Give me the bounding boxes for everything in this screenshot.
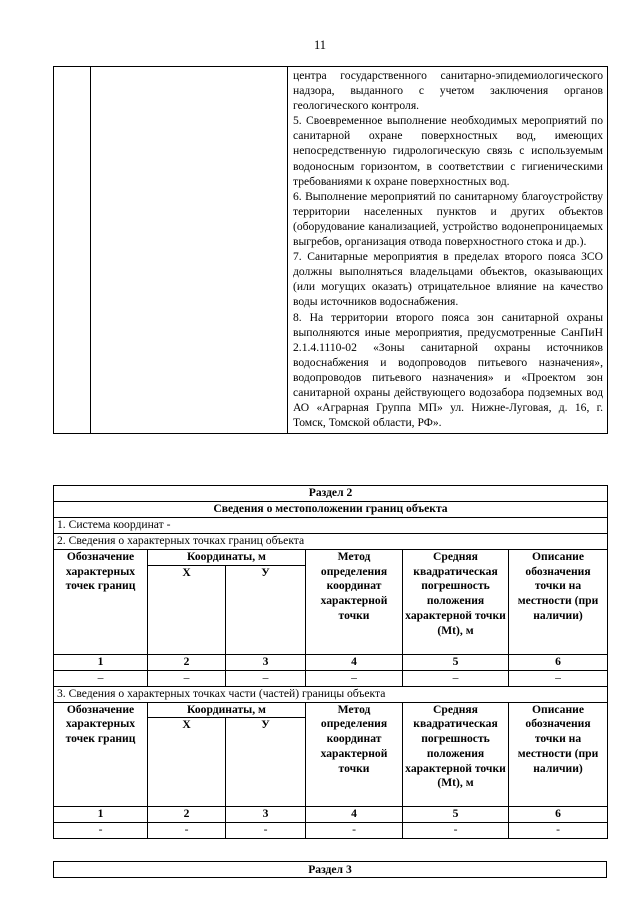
measures-text-cell	[288, 67, 608, 434]
column-number: 1	[54, 807, 148, 823]
header-description: Описание обозначения точки на местности (при наличии)	[509, 702, 608, 807]
measures-paragraph: 8. На территории второго пояса зон санитарной охраны выполняются иные мероприятия, предусмотренные СанПиН 2.1.4.1110-02 «Зоны санитарной охраны источников водоснабжения и водопроводов питьевого назначения», водопроводов питьевого назначения» и «Проектом зон санитарной охраны действующего водозабора подземных вод АО «Аграрная Группа МП» ул. Нижне-Луговая, д. 16, г. Томск, Томской области, РФ».	[293, 310, 603, 430]
column-number: 2	[148, 654, 226, 670]
table-cell: –	[148, 670, 226, 686]
column-number: 3	[226, 654, 306, 670]
column-number: 6	[509, 654, 608, 670]
empty-cell-name	[91, 67, 288, 434]
column-numbers-row	[54, 807, 608, 823]
header-designation: Обозначение характерных точек границ	[54, 550, 148, 655]
section3-table	[53, 861, 607, 878]
measures-paragraph: 5. Своевременное выполнение необходимых мероприятий по санитарной охране поверхностных вод, имеющих непосредственную гидрологическую связь с используемым водоносным горизонтом, в соответствии с гигиеническими требованиями к охране поверхностных вод.	[293, 114, 603, 188]
header-description: Описание обозначения точки на местности (при наличии)	[509, 550, 608, 655]
column-number: 4	[306, 807, 403, 823]
table-cell: -	[54, 823, 148, 839]
boundary-points-title: 2. Сведения о характерных точках границ объекта	[54, 534, 608, 550]
table-cell: –	[226, 670, 306, 686]
column-number: 5	[403, 807, 509, 823]
table-cell: –	[509, 670, 608, 686]
header-x: X	[148, 565, 226, 654]
section2-title: Раздел 2	[54, 486, 608, 502]
measures-paragraph: 6. Выполнение мероприятий по санитарному благоустройству территории населенных пунктов и других объектов (оборудование канализацией, устройство водонепроницаемых выгребов, организация отвода поверхностного стока и др.).	[293, 189, 603, 249]
column-number: 2	[148, 807, 226, 823]
header-coords: Координаты, м	[148, 702, 306, 718]
column-number: 4	[306, 654, 403, 670]
measures-paragraph: 7. Санитарные мероприятия в пределах второго пояса ЗСО должны выполняться владельцами объектов, оказывающих (или могущих оказать) отрицательное влияние на качество воды источников водоснабжения.	[293, 250, 603, 309]
table-cell: -	[148, 823, 226, 839]
section2-table	[53, 485, 608, 839]
header-method: Метод определения координат характерной точки	[306, 702, 403, 807]
header-error: Средняя квадратическая погрешность положения характерной точки (Mt), м	[403, 702, 509, 807]
header-x: X	[148, 718, 226, 807]
table-cell: -	[226, 823, 306, 839]
empty-cell-number	[54, 67, 91, 434]
page-number: 11	[313, 38, 327, 52]
part-boundary-points-title: 3. Сведения о характерных точках части (частей) границы объекта	[54, 686, 608, 702]
coordinate-system-row: 1. Система координат -	[54, 518, 608, 534]
table-cell: –	[54, 670, 148, 686]
table-cell: -	[306, 823, 403, 839]
measures-table	[53, 66, 608, 434]
table-cell: -	[509, 823, 608, 839]
column-number: 1	[54, 654, 148, 670]
table-row	[54, 823, 608, 839]
header-method: Метод определения координат характерной точки	[306, 550, 403, 655]
header-error: Средняя квадратическая погрешность положения характерной точки (Mt), м	[403, 550, 509, 655]
header-y: У	[226, 718, 306, 807]
column-number: 6	[509, 807, 608, 823]
table-cell: –	[403, 670, 509, 686]
section2-subtitle: Сведения о местоположении границ объекта	[54, 502, 608, 518]
section3-title: Раздел 3	[54, 862, 607, 878]
header-coords: Координаты, м	[148, 550, 306, 566]
header-y: У	[226, 565, 306, 654]
column-numbers-row	[54, 654, 608, 670]
header-designation: Обозначение характерных точек границ	[54, 702, 148, 807]
table-cell: -	[403, 823, 509, 839]
measures-paragraph: центра государственного санитарно-эпидемиологического надзора, выданного с учетом заключения органов геологического контроля.	[293, 69, 603, 113]
table-cell: –	[306, 670, 403, 686]
column-number: 5	[403, 654, 509, 670]
table-row	[54, 670, 608, 686]
column-number: 3	[226, 807, 306, 823]
